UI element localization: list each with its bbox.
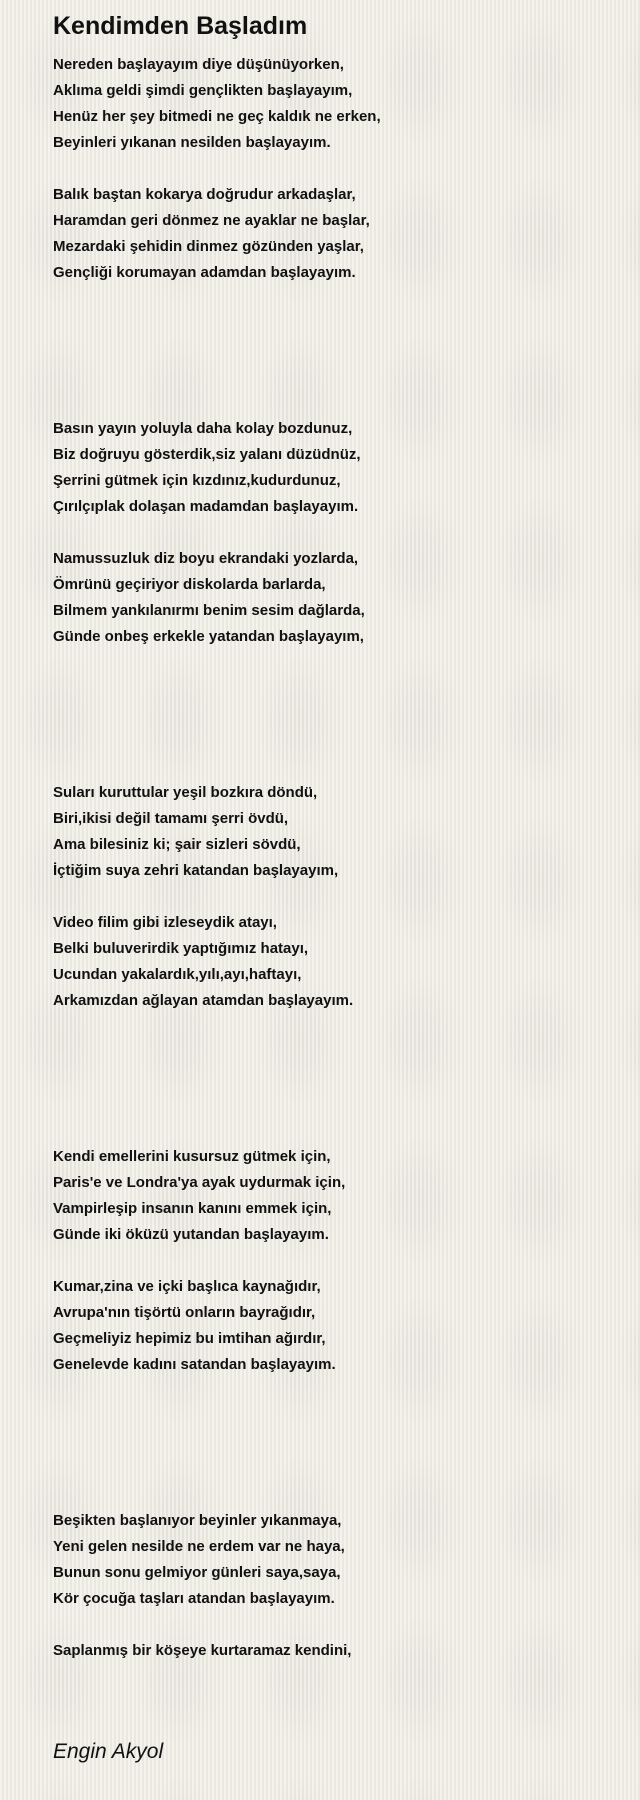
poem-line: Ömrünü geçiriyor diskolarda barlarda, (53, 576, 326, 593)
stanza-5 (53, 780, 613, 884)
poem-line: Suları kuruttular yeşil bozkıra döndü, (53, 784, 318, 801)
poem-line: Günde onbeş erkekle yatandan başlayayım, (53, 628, 364, 645)
poem-line: İçtiğim suya zehri katandan başlayayım, (53, 862, 339, 879)
poem-line: Yeni gelen nesilde ne erdem var ne haya, (53, 1538, 345, 1555)
poem-line: Paris'e ve Londra'ya ayak uydurmak için, (53, 1174, 346, 1191)
author-name: Engin Akyol (53, 1740, 164, 1763)
poem-body (53, 52, 613, 1664)
stanza-gap (53, 156, 613, 182)
poem-line: Bunun sonu gelmiyor günleri saya,saya, (53, 1564, 341, 1581)
poem-line: Genelevde kadını satandan başlayayım. (53, 1356, 336, 1373)
section-gap (53, 1378, 613, 1508)
poem-line: Gençliği korumayan adamdan başlayayım. (53, 264, 356, 281)
poem-line: Beşikten başlanıyor beyinler yıkanmaya, (53, 1512, 342, 1529)
section-gap (53, 286, 613, 416)
poem-line: Haramdan geri dönmez ne ayaklar ne başlar, (53, 212, 370, 229)
poem-line: Beyinleri yıkanan nesilden başlayayım. (53, 134, 331, 151)
poem-line: Bilmem yankılanırmı benim sesim dağlarda, (53, 602, 365, 619)
stanza-10 (53, 1638, 613, 1664)
poem-title: Kendimden Başladım (53, 12, 308, 40)
poem-line: Video filim gibi izleseydik atayı, (53, 914, 277, 931)
stanza-gap (53, 1248, 613, 1274)
poem-line: Ama bilesiniz ki; şair sizleri sövdü, (53, 836, 301, 853)
poem-line: Geçmeliyiz hepimiz bu imtihan ağırdır, (53, 1330, 326, 1347)
stanza-8 (53, 1274, 613, 1378)
poem-line: Avrupa'nın tişörtü onların bayrağıdır, (53, 1304, 316, 1321)
poem-line: Biz doğruyu gösterdik,siz yalanı düzüdnüz, (53, 446, 361, 463)
stanza-4 (53, 546, 613, 650)
poem-line: Vampirleşip insanın kanını emmek için, (53, 1200, 332, 1217)
section-gap (53, 650, 613, 780)
poem-line: Basın yayın yoluyla daha kolay bozdunuz, (53, 420, 353, 437)
poem-line: Nereden başlayayım diye düşünüyorken, (53, 56, 344, 73)
poem-line: Saplanmış bir köşeye kurtaramaz kendini, (53, 1642, 352, 1659)
stanza-3 (53, 416, 613, 520)
stanza-gap (53, 884, 613, 910)
stanza-6 (53, 910, 613, 1014)
poem-line: Henüz her şey bitmedi ne geç kaldık ne erken, (53, 108, 381, 125)
poem-line: Ucundan yakalardık,yılı,ayı,haftayı, (53, 966, 302, 983)
poem-line: Mezardaki şehidin dinmez gözünden yaşlar, (53, 238, 364, 255)
poem-line: Çırılçıplak dolaşan madamdan başlayayım. (53, 498, 359, 515)
stanza-2 (53, 182, 613, 286)
poem-line: Arkamızdan ağlayan atamdan başlayayım. (53, 992, 354, 1009)
stanza-gap (53, 520, 613, 546)
poem-line: Biri,ikisi değil tamamı şerri övdü, (53, 810, 289, 827)
poem-line: Kendi emellerini kusursuz gütmek için, (53, 1148, 331, 1165)
poem-line: Kör çocuğa taşları atandan başlayayım. (53, 1590, 335, 1607)
stanza-9 (53, 1508, 613, 1612)
poem-line: Balık baştan kokarya doğrudur arkadaşlar, (53, 186, 356, 203)
poem-line: Belki buluverirdik yaptığımız hatayı, (53, 940, 309, 957)
stanza-gap (53, 1612, 613, 1638)
poem-line: Günde iki öküzü yutandan başlayayım. (53, 1226, 329, 1243)
poem-line: Namussuzluk diz boyu ekrandaki yozlarda, (53, 550, 359, 567)
stanza-1 (53, 52, 613, 156)
section-gap (53, 1014, 613, 1144)
poem-line: Kumar,zina ve içki başlıca kaynağıdır, (53, 1278, 321, 1295)
stanza-7 (53, 1144, 613, 1248)
poem-line: Şerrini gütmek için kızdınız,kudurdunuz, (53, 472, 341, 489)
poem-line: Aklıma geldi şimdi gençlikten başlayayım, (53, 82, 353, 99)
